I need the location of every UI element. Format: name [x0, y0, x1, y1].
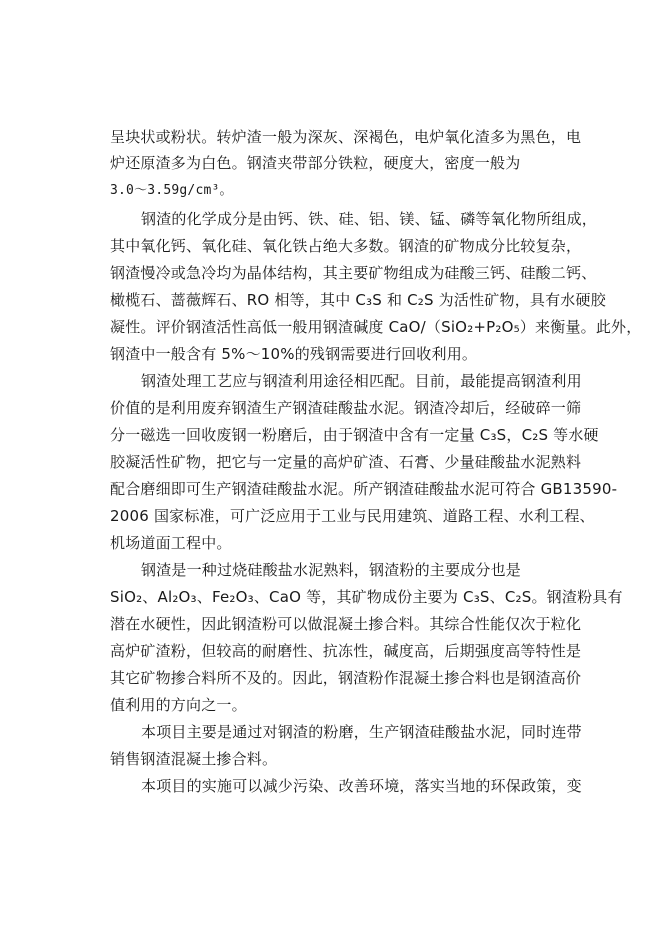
paragraph-start-line: 钢渣的化学成分是由钙、铁、硅、铝、镁、锰、磷等氧化物所组成， [141, 210, 598, 228]
paragraph-start-line: 钢渣是一种过烧硅酸盐水泥熟料，钢渣粉的主要成分也是 [141, 561, 522, 579]
text-line: 分一磁选一回收废钢一粉磨后，由于钢渣中含有一定量 C₃S，C₂S 等水硬 [110, 426, 599, 444]
paragraph-start-line: 钢渣处理工艺应与钢渣利用途径相匹配。目前，最能提高钢渣利用 [141, 372, 582, 390]
text-line: 钢渣慢冷或急冷均为晶体结构，其主要矿物组成为硅酸三钙、硅酸二钙、 [110, 264, 597, 282]
text-line: 机场道面工程中。 [110, 534, 232, 552]
text-line: 钢渣中一般含有 5%～10%的残钢需要进行回收利用。 [110, 345, 478, 363]
text-line: 炉还原渣多为白色。钢渣夹带部分铁粒，硬度大，密度一般为 [110, 154, 521, 172]
paragraph-start-line: 本项目的实施可以减少污染、改善环境，落实当地的环保政策，变 [141, 777, 582, 795]
text-line: 其它矿物掺合料所不及的。因此，钢渣粉作混凝土掺合料也是钢渣高价 [110, 669, 582, 687]
text-line: 3.0～3.59g/cm³。 [110, 183, 233, 198]
paragraph-start-line: 本项目主要是通过对钢渣的粉磨，生产钢渣硅酸盐水泥，同时连带 [141, 723, 582, 741]
text-line: 值利用的方向之一。 [110, 696, 247, 714]
text-line: 凝性。评价钢渣活性高低一般用钢渣碱度 CaO/（SiO₂+P₂O₅）来衡量。此外， [110, 318, 642, 336]
text-line: 胶凝活性矿物，把它与一定量的高炉矿渣、石膏、少量硅酸盐水泥熟料 [110, 453, 582, 471]
text-line: 价值的是利用废弃钢渣生产钢渣硅酸盐水泥。钢渣冷却后，经破碎一筛 [110, 399, 582, 417]
text-line: 呈块状或粉状。转炉渣一般为深灰、深褐色，电炉氧化渣多为黑色，电 [110, 128, 582, 146]
text-line: SiO₂、Al₂O₃、Fe₂O₃、CaO 等，其矿物成份主要为 C₃S、C₂S。钢渣粉具有 [110, 588, 623, 606]
text-line: 橄榄石、蔷薇辉石、RO 相等，其中 C₃S 和 C₂S 为活性矿物，具有水硬胶 [110, 291, 606, 309]
text-line: 销售钢渣混凝土掺合料。 [110, 750, 278, 768]
text-line: 潜在水硬性，因此钢渣粉可以做混凝土掺合料。其综合性能仅次于粒化 [110, 615, 582, 633]
text-line: 配合磨细即可生产钢渣硅酸盐水泥。所产钢渣硅酸盐水泥可符合 GB13590- [110, 480, 618, 498]
text-line: 2006 国家标准，可广泛应用于工业与民用建筑、道路工程、水利工程、 [110, 507, 595, 525]
text-line: 其中氧化钙、氧化硅、氧化铁占绝大多数。钢渣的矿物成分比较复杂， [110, 237, 582, 255]
text-line: 高炉矿渣粉，但较高的耐磨性、抗冻性，碱度高，后期强度高等特性是 [110, 642, 582, 660]
